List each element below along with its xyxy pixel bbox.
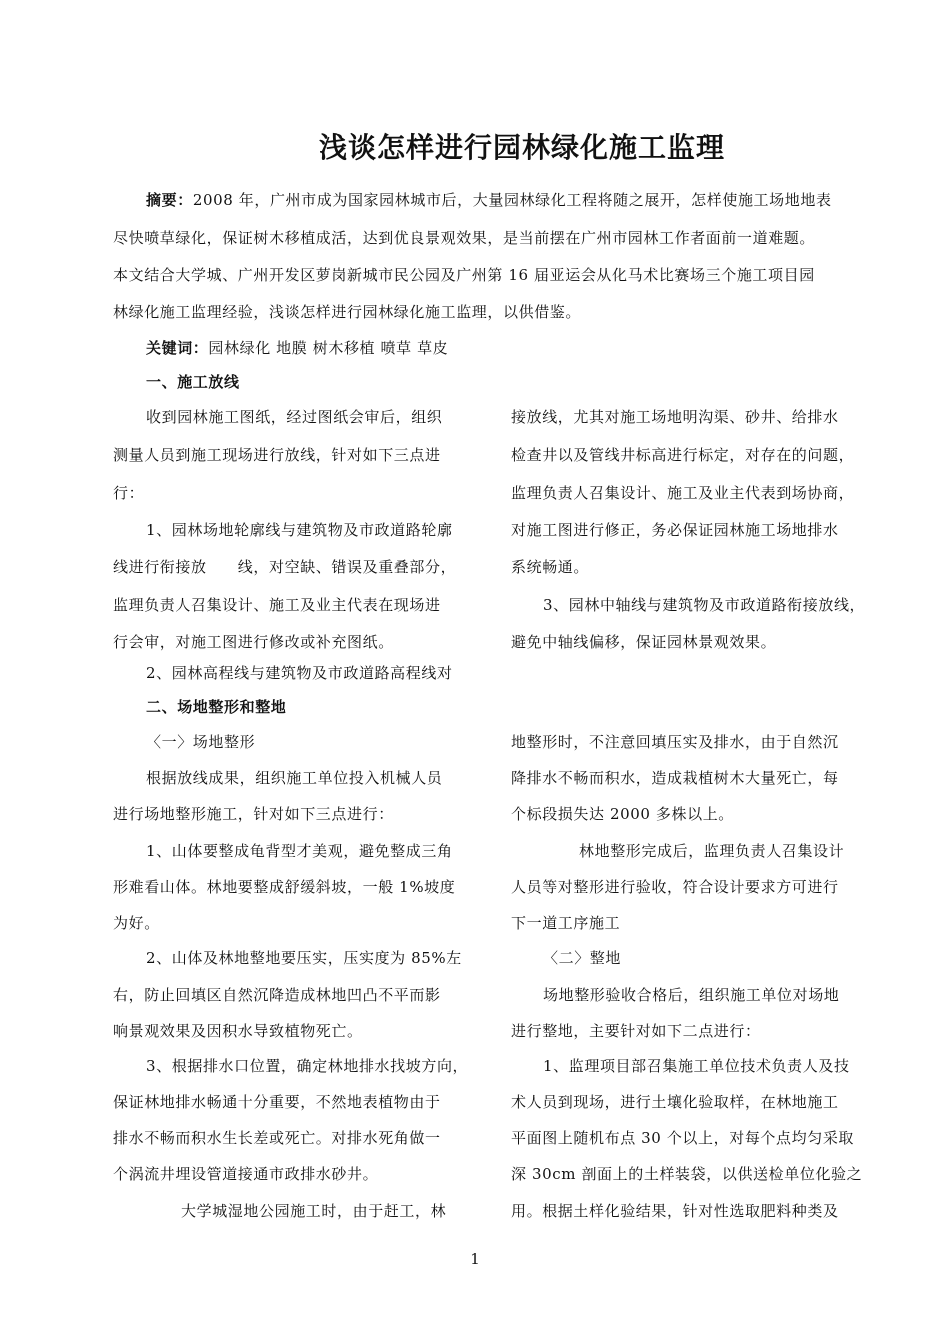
s1-left-line: 收到园林施工图纸，经过图纸会审后，组织 [146, 408, 443, 426]
s2-right-line: 下一道工序施工 [511, 914, 621, 932]
s1-right-line: 3、园林中轴线与建筑物及市政道路衔接放线， [543, 596, 866, 614]
s2-right-line: 1、监理项目部召集施工单位技术负责人及技 [543, 1057, 850, 1075]
s1-right-line: 系统畅通。 [511, 558, 590, 576]
s2-left-line: 1、山体要整成龟背型才美观，避免整成三角 [146, 842, 453, 860]
s2-left-line: 排水不畅而积水生长差或死亡。对排水死角做一 [113, 1129, 441, 1147]
s1-left-line: 2、园林高程线与建筑物及市政道路高程线对 [146, 664, 453, 682]
s2-right-line: 〈二〉整地 [543, 949, 622, 967]
s2-right-line: 场地整形验收合格后，组织施工单位对场地 [543, 986, 840, 1004]
s2-right-line: 个标段损失达 2000 多株以上。 [511, 805, 734, 823]
s1-right-line: 避免中轴线偏移，保证园林景观效果。 [511, 633, 777, 651]
s2-left-line: 大学城湿地公园施工时，由于赶工，林 [181, 1202, 447, 1220]
s2-left-line: 响景观效果及因积水导致植物死亡。 [113, 1022, 363, 1040]
s1-right-line: 接放线，尤其对施工场地明沟渠、砂井、给排水 [511, 408, 839, 426]
s2-right-line: 平面图上随机布点 30 个以上，对每个点均匀采取 [511, 1129, 855, 1147]
s2-right-line: 林地整形完成后，监理负责人召集设计 [579, 842, 845, 860]
s2-left-line: 形难看山体。林地要整成舒缓斜坡，一般 1%坡度 [113, 878, 456, 896]
s2-left-line: 2、山体及林地整地要压实，压实度为 85%左 [146, 949, 462, 967]
s1-left-line: 行会审，对施工图进行修改或补充图纸。 [113, 633, 394, 651]
s1-left-line: 行： [113, 484, 145, 502]
abstract-line-1 [146, 189, 832, 211]
s2-right-line: 进行整地，主要针对如下二点进行： [511, 1022, 761, 1040]
s2-right-line: 用。根据土样化验结果，针对性选取肥料种类及 [511, 1202, 839, 1220]
s1-left-line: 1、园林场地轮廓线与建筑物及市政道路轮廓 [146, 521, 453, 539]
s1-right-line: 检查井以及管线井标高进行标定，对存在的问题， [511, 446, 855, 464]
s1-left-line: 监理负责人召集设计、施工及业主代表在现场进 [113, 596, 441, 614]
s2-left-line: 为好。 [113, 914, 160, 932]
abstract-line-2: 尽快喷草绿化，保证树木移植成活，达到优良景观效果，是当前摆在广州市园林工作者面前一道难题。 [113, 229, 816, 247]
s2-right-line: 深 30cm 剖面上的土样装袋，以供送检单位化验之 [511, 1165, 863, 1183]
abstract-text-1: 2008 年，广州市成为国家园林城市后，大量园林绿化工程将随之展开，怎样使施工场地地表 [192, 191, 832, 209]
s2-right-line: 地整形时，不注意回填压实及排水，由于自然沉 [511, 733, 839, 751]
keywords-text: 园林绿化 地膜 树木移植 喷草 草皮 [208, 339, 449, 357]
s1-left-line: 测量人员到施工现场进行放线，针对如下三点进 [113, 446, 441, 464]
abstract-line-4: 林绿化施工监理经验，浅谈怎样进行园林绿化施工监理，以供借鉴。 [113, 303, 582, 321]
s2-left-line: 个涡流井埋设管道接通市政排水砂井。 [113, 1165, 379, 1183]
s2-left-line: 3、根据排水口位置，确定林地排水找坡方向， [146, 1057, 469, 1075]
keywords-line [146, 337, 448, 359]
s2-left-line: 保证林地排水畅通十分重要，不然地表植物由于 [113, 1093, 441, 1111]
s2-right-line: 人员等对整形进行验收，符合设计要求方可进行 [511, 878, 839, 896]
s1-left-line: 线进行衔接放 线，对空缺、错误及重叠部分， [113, 558, 457, 576]
s2-left-line: 〈一〉场地整形 [146, 733, 256, 751]
section-heading-1: 一、施工放线 [146, 373, 240, 391]
page-number: 1 [470, 1250, 480, 1268]
s2-right-line: 降排水不畅而积水，造成栽植树木大量死亡，每 [511, 769, 839, 787]
page-title: 浅谈怎样进行园林绿化施工监理 [318, 131, 725, 164]
s2-left-line: 右，防止回填区自然沉降造成林地凹凸不平而影 [113, 986, 441, 1004]
s2-left-line: 进行场地整形施工，针对如下三点进行： [113, 805, 394, 823]
s2-left-line: 根据放线成果，组织施工单位投入机械人员 [146, 769, 443, 787]
abstract-label: 摘要： [146, 191, 193, 209]
section-heading-2: 二、场地整形和整地 [146, 698, 287, 716]
keywords-label: 关键词： [146, 339, 209, 357]
s1-right-line: 监理负责人召集设计、施工及业主代表到场协商， [511, 484, 855, 502]
s2-right-line: 术人员到现场，进行土壤化验取样，在林地施工 [511, 1093, 839, 1111]
s1-right-line: 对施工图进行修正，务必保证园林施工场地排水 [511, 521, 839, 539]
abstract-line-3: 本文结合大学城、广州开发区萝岗新城市民公园及广州第 16 届亚运会从化马术比赛场三个施工项目园 [113, 266, 815, 284]
